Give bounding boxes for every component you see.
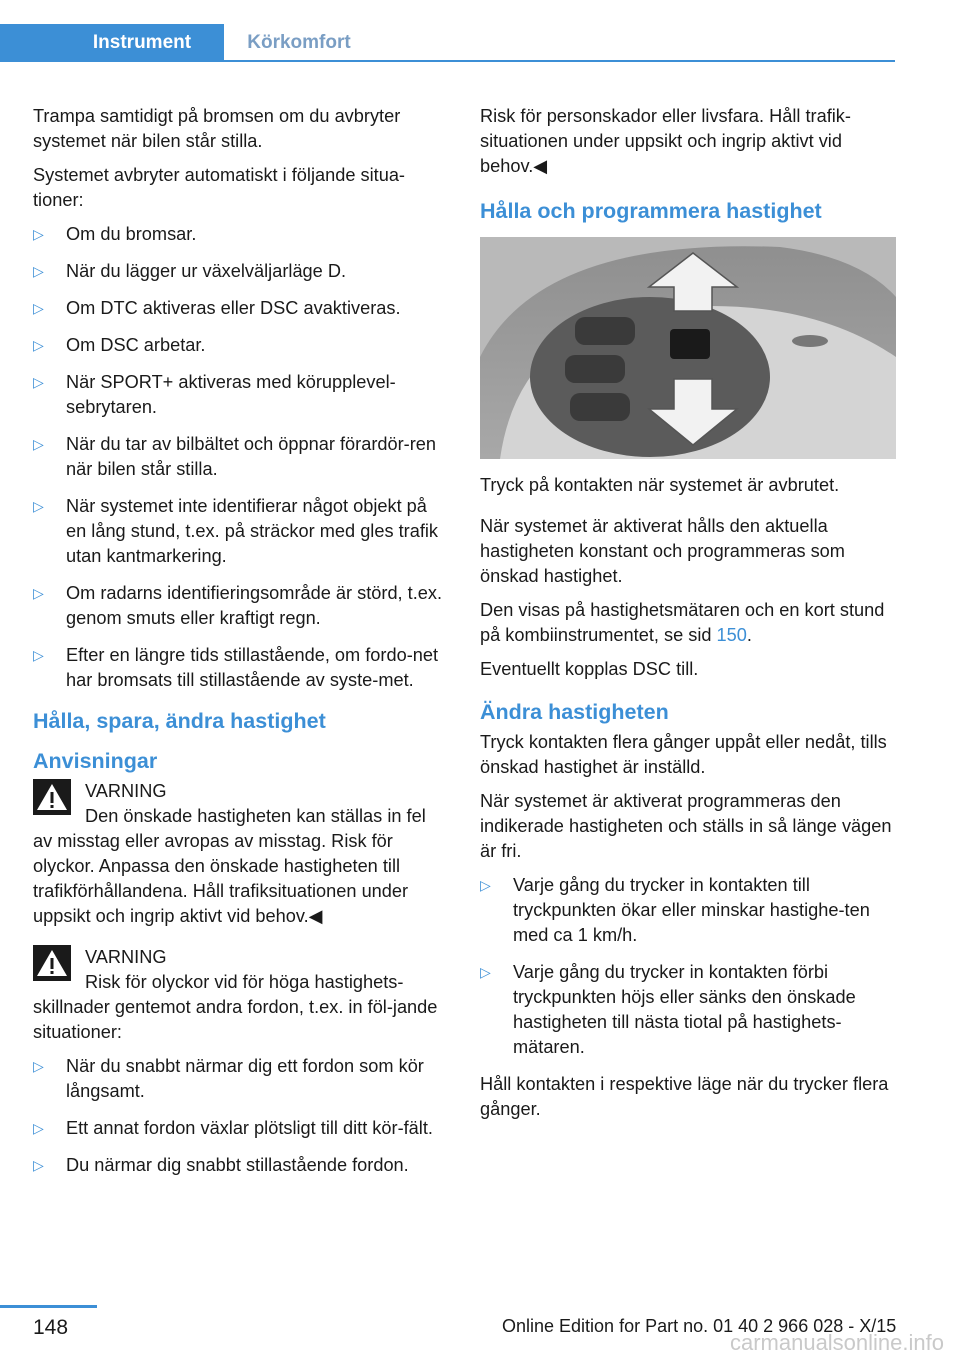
- warning-icon: [33, 779, 71, 815]
- triangle-bullet-icon: ▷: [480, 877, 491, 893]
- section-heading: Hålla och programmera hastighet: [480, 199, 822, 223]
- section-heading: Hålla, spara, ändra hastighet: [33, 709, 326, 733]
- list-item: ▷ Om DSC arbetar.: [33, 333, 449, 358]
- paragraph: Tryck kontakten flera gånger uppåt eller nedåt, tills önskad hastighet är inställd.: [480, 732, 887, 777]
- paragraph: Tryck på kontakten när systemet är avbrutet.: [480, 475, 840, 495]
- left-column: [33, 104, 449, 1190]
- tab-instrument[interactable]: Instrument: [0, 24, 224, 61]
- triangle-bullet-icon: ▷: [33, 647, 44, 663]
- triangle-bullet-icon: ▷: [33, 337, 44, 353]
- list-item: ▷ Varje gång du trycker in kontakten till tryckpunkten ökar eller minskar hastighe-ten med ca 1 km/h.: [480, 875, 870, 945]
- watermark: carmanualsonline.info: [729, 1330, 944, 1355]
- triangle-bullet-icon: ▷: [33, 226, 44, 242]
- list-item: ▷ Varje gång du trycker in kontakten förbi tryckpunkten höjs eller sänks den önskade hastigheten till nästa tiotal på hastighets-mätaren.: [480, 962, 856, 1057]
- paragraph: När systemet är aktiverat programmeras den indikerade hastigheten och ställs in så länge vägen är fri.: [480, 791, 892, 861]
- warning-title: VARNING: [85, 781, 167, 801]
- list-item: ▷ Du närmar dig snabbt stillastående fordon.: [33, 1153, 449, 1178]
- triangle-bullet-icon: ▷: [33, 1157, 44, 1173]
- warning-block: [33, 945, 449, 1045]
- triangle-bullet-icon: ▷: [33, 1058, 44, 1074]
- list-item: ▷ Ett annat fordon växlar plötsligt till ditt kör-fält.: [33, 1116, 449, 1141]
- paragraph: Håll kontakten i respektive läge när du trycker flera gånger.: [480, 1074, 889, 1119]
- list-item: ▷ Om du bromsar.: [33, 222, 449, 247]
- triangle-bullet-icon: ▷: [480, 964, 491, 980]
- triangle-bullet-icon: ▷: [33, 498, 44, 514]
- list-item: ▷ När du tar av bilbältet och öppnar förardör-ren när bilen står stilla.: [33, 434, 437, 479]
- subsection-heading: Ändra hastigheten: [480, 700, 669, 724]
- edition-text: Online Edition for Part no. 01 40 2 966 028 - X/15: [502, 1316, 897, 1336]
- warning-text: Risk för olyckor vid för höga hastighets-skillnader gentemot andra fordon, t.ex. in föl-jande situationer:: [33, 972, 438, 1042]
- page-number: 148: [33, 1316, 69, 1339]
- list-item: ▷ När SPORT+ aktiveras med körupplevel-sebrytaren.: [33, 372, 396, 417]
- paragraph: Trampa samtidigt på bromsen om du avbryter systemet när bilen står stilla.: [33, 106, 401, 151]
- warning-icon: [33, 945, 71, 981]
- right-column: [480, 104, 896, 1131]
- bullet-list: [33, 1054, 449, 1178]
- triangle-bullet-icon: ▷: [33, 263, 44, 279]
- triangle-bullet-icon: ▷: [33, 1120, 44, 1136]
- list-item: ▷ Om radarns identifieringsområde är störd, t.ex. genom smuts eller kraftigt regn.: [33, 583, 443, 628]
- paragraph: Systemet avbryter automatiskt i följande situa-tioner:: [33, 165, 405, 210]
- bullet-list: [480, 873, 896, 1060]
- list-item: ▷ När du lägger ur växelväljarläge D.: [33, 259, 449, 284]
- list-item: ▷ När systemet inte identifierar något objekt på en lång stund, t.ex. på sträckor med gles trafik utan kantmarkering.: [33, 496, 439, 566]
- triangle-bullet-icon: ▷: [33, 300, 44, 316]
- warning-text: Den önskade hastigheten kan ställas in fel av misstag eller avropas av misstag. Risk för olyckor. Anpassa den önskade hastigheten till trafikförhållandena. Håll trafiksituationen under uppsikt och ingrip aktivt vid behov.◀: [33, 806, 426, 926]
- header-divider: [0, 60, 895, 62]
- triangle-bullet-icon: ▷: [33, 374, 44, 390]
- list-item: ▷ Om DTC aktiveras eller DSC avaktiveras.: [33, 296, 449, 321]
- warning-block: [33, 779, 449, 929]
- paragraph: När systemet är aktiverat hålls den aktuella hastigheten konstant och programmeras som önskad hastighet.: [480, 516, 845, 586]
- footer-divider: [0, 1305, 97, 1308]
- tab-korkomfort[interactable]: Körkomfort: [247, 31, 351, 53]
- subsection-heading: Anvisningar: [33, 749, 158, 773]
- page-link[interactable]: 150: [716, 625, 747, 645]
- list-item: ▷ Efter en längre tids stillastående, om fordo-net har bromsats till stillastående av syste-met.: [33, 645, 439, 690]
- triangle-bullet-icon: ▷: [33, 436, 44, 452]
- header-bar: [0, 0, 895, 62]
- paragraph: Eventuellt kopplas DSC till.: [480, 659, 699, 679]
- warning-title: VARNING: [85, 947, 167, 967]
- steering-wheel-illustration: [480, 237, 896, 459]
- paragraph: Den visas på hastighetsmätaren och en kort stund på kombiinstrumentet, se sid 150.: [480, 600, 885, 645]
- steering-wheel-figure: [480, 237, 896, 459]
- list-item: ▷ När du snabbt närmar dig ett fordon som kör långsamt.: [33, 1056, 424, 1101]
- paragraph: Risk för personskador eller livsfara. Håll trafik-situationen under uppsikt och ingrip aktivt vid behov.◀: [480, 106, 851, 176]
- triangle-bullet-icon: ▷: [33, 585, 44, 601]
- bullet-list: [33, 222, 449, 693]
